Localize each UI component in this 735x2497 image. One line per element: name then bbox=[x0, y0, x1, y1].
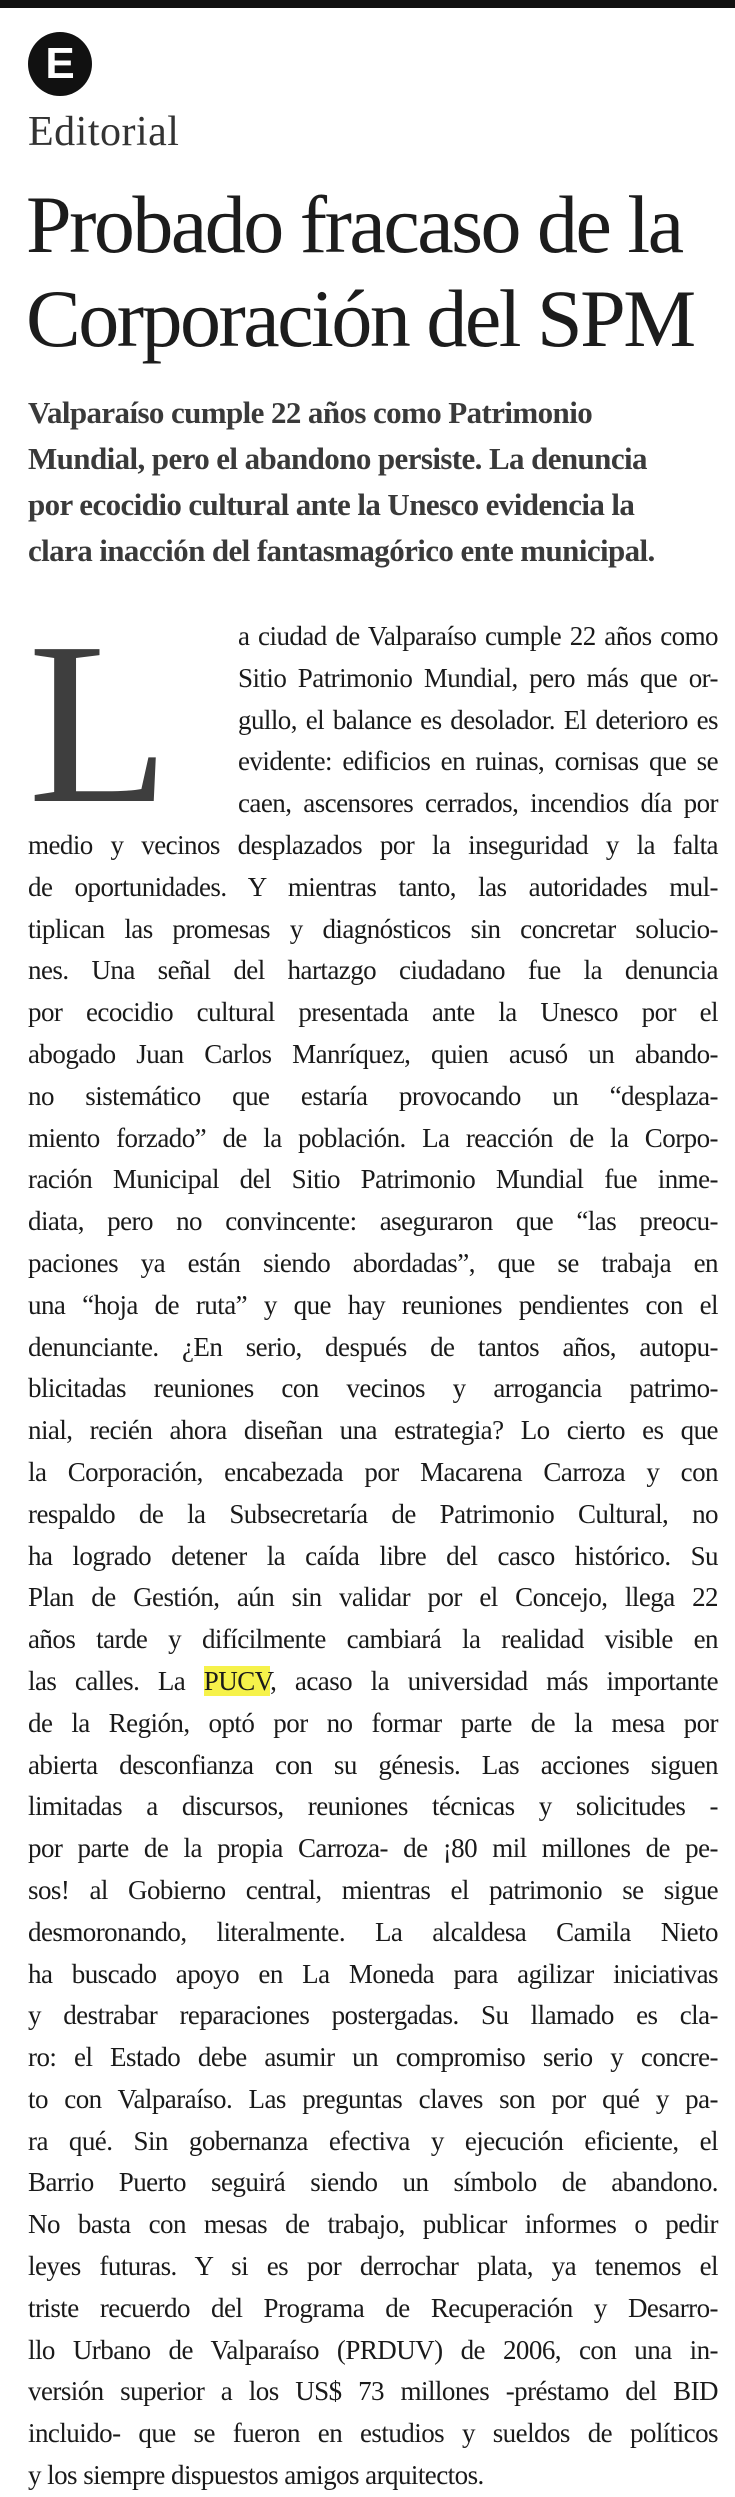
body-line: limitadas a discursos, reuniones técnicas y solicitudes - bbox=[28, 1791, 718, 1822]
body-line: tiplican las promesas y diagnósticos sin concretar solucio- bbox=[28, 913, 718, 944]
body-line: por ecocidio cultural presentada ante la Unesco por el bbox=[28, 997, 718, 1028]
body-line: triste recuerdo del Programa de Recuperación y Desarro- bbox=[28, 2292, 718, 2323]
body-line: años tarde y difícilmente cambiará la realidad visible en bbox=[28, 1624, 718, 1655]
top-rule bbox=[0, 0, 735, 8]
body-line: Plan de Gestión, aún sin validar por el Concejo, llega 22 bbox=[28, 1582, 718, 1613]
lead-line: clara inacción del fantasmagórico ente municipal. bbox=[28, 533, 655, 568]
body-line: medio y vecinos desplazados por la inseguridad y la falta bbox=[28, 829, 718, 860]
lead-line: Mundial, pero el abandono persiste. La denuncia bbox=[28, 441, 647, 476]
body-line: y los siempre dispuestos amigos arquitectos. bbox=[28, 2460, 484, 2491]
lead-line: por ecocidio cultural ante la Unesco evidencia la bbox=[28, 487, 635, 522]
body-line: de la Región, optó por no formar parte de la mesa por bbox=[28, 1707, 718, 1738]
body-line: to con Valparaíso. Las preguntas claves son por qué y pa- bbox=[28, 2083, 718, 2114]
body-line: nial, recién ahora diseñan una estrategia? Lo cierto es que bbox=[28, 1415, 718, 1446]
headline-line: Corporación del SPM bbox=[26, 273, 694, 364]
body-line: de oportunidades. Y mientras tanto, las autoridades mul- bbox=[28, 871, 718, 902]
body-line: No basta con mesas de trabajo, publicar informes o pedir bbox=[28, 2209, 718, 2240]
body-line: incluido- que se fueron en estudios y sueldos de políticos bbox=[28, 2418, 718, 2449]
body-line: ha logrado detener la caída libre del casco histórico. Su bbox=[28, 1540, 718, 1571]
body-line: blicitadas reuniones con vecinos y arrogancia patrimo- bbox=[28, 1373, 718, 1404]
section-label: Editorial bbox=[28, 109, 180, 155]
body-line bbox=[28, 1661, 718, 1703]
section-badge: E bbox=[28, 32, 92, 96]
body-line: desmoronando, literalmente. La alcaldesa Camila Nieto bbox=[28, 1916, 718, 1947]
body-line: paciones ya están siendo abordadas”, que se trabaja en bbox=[28, 1247, 718, 1278]
body-line: no sistemático que estaría provocando un “desplaza- bbox=[28, 1080, 718, 1111]
body-line: evidente: edificios en ruinas, cornisas que se bbox=[238, 746, 718, 777]
body-line: ro: el Estado debe asumir un compromiso serio y concre- bbox=[28, 2042, 718, 2073]
body-line: versión superior a los US$ 73 millones -préstamo del BID bbox=[28, 2376, 718, 2407]
body-text: , acaso la universidad más importante bbox=[270, 1665, 718, 1696]
body-line: llo Urbano de Valparaíso (PRDUV) de 2006, con una in- bbox=[28, 2334, 718, 2365]
body-line: la Corporación, encabezada por Macarena Carroza y con bbox=[28, 1456, 718, 1487]
body-line: leyes futuras. Y si es por derrochar plata, ya tenemos el bbox=[28, 2251, 718, 2282]
headline-line: Probado fracaso de la bbox=[26, 179, 682, 270]
body-line: nes. Una señal del hartazgo ciudadano fue la denuncia bbox=[28, 955, 718, 986]
headline bbox=[26, 178, 716, 366]
body-text: las calles. La bbox=[28, 1665, 204, 1696]
body-line: gullo, el balance es desolador. El deterioro es bbox=[238, 704, 718, 735]
body-line: ra qué. Sin gobernanza efectiva y ejecución eficiente, el bbox=[28, 2125, 718, 2156]
body-line: denunciante. ¿En serio, después de tantos años, autopu- bbox=[28, 1331, 718, 1362]
body-line: diata, pero no convincente: aseguraron que “las preocu- bbox=[28, 1206, 718, 1237]
highlighted-text: PUCV bbox=[203, 1665, 271, 1696]
body-line: ha buscado apoyo en La Moneda para agilizar iniciativas bbox=[28, 1958, 718, 1989]
body-line: a ciudad de Valparaíso cumple 22 años como bbox=[238, 621, 718, 651]
body-line: Sitio Patrimonio Mundial, pero más que or- bbox=[238, 662, 718, 693]
body-line: Barrio Puerto seguirá siendo un símbolo de abandono. bbox=[28, 2167, 718, 2198]
body-line: sos! al Gobierno central, mientras el patrimonio se sigue bbox=[28, 1874, 718, 1905]
body-line: miento forzado” de la población. La reacción de la Corpo- bbox=[28, 1122, 718, 1153]
lead-line: Valparaíso cumple 22 años como Patrimonio bbox=[28, 395, 593, 430]
lead-paragraph bbox=[28, 390, 718, 574]
article-body bbox=[28, 616, 718, 2497]
body-line: abierta desconfianza con su génesis. Las acciones siguen bbox=[28, 1749, 718, 1780]
body-line: ración Municipal del Sitio Patrimonio Mundial fue inme- bbox=[28, 1164, 718, 1195]
body-line: caen, ascensores cerrados, incendios día por bbox=[238, 788, 718, 819]
body-line: y destrabar reparaciones postergadas. Su llamado es cla- bbox=[28, 2000, 718, 2031]
body-line: una “hoja de ruta” y que hay reuniones pendientes con el bbox=[28, 1289, 718, 1320]
body-line: por parte de la propia Carroza- de ¡80 mil millones de pe- bbox=[28, 1833, 718, 1864]
body-line: abogado Juan Carlos Manríquez, quien acusó un abando- bbox=[28, 1038, 718, 1069]
body-line: respaldo de la Subsecretaría de Patrimonio Cultural, no bbox=[28, 1498, 718, 1529]
drop-cap: L bbox=[28, 595, 170, 852]
